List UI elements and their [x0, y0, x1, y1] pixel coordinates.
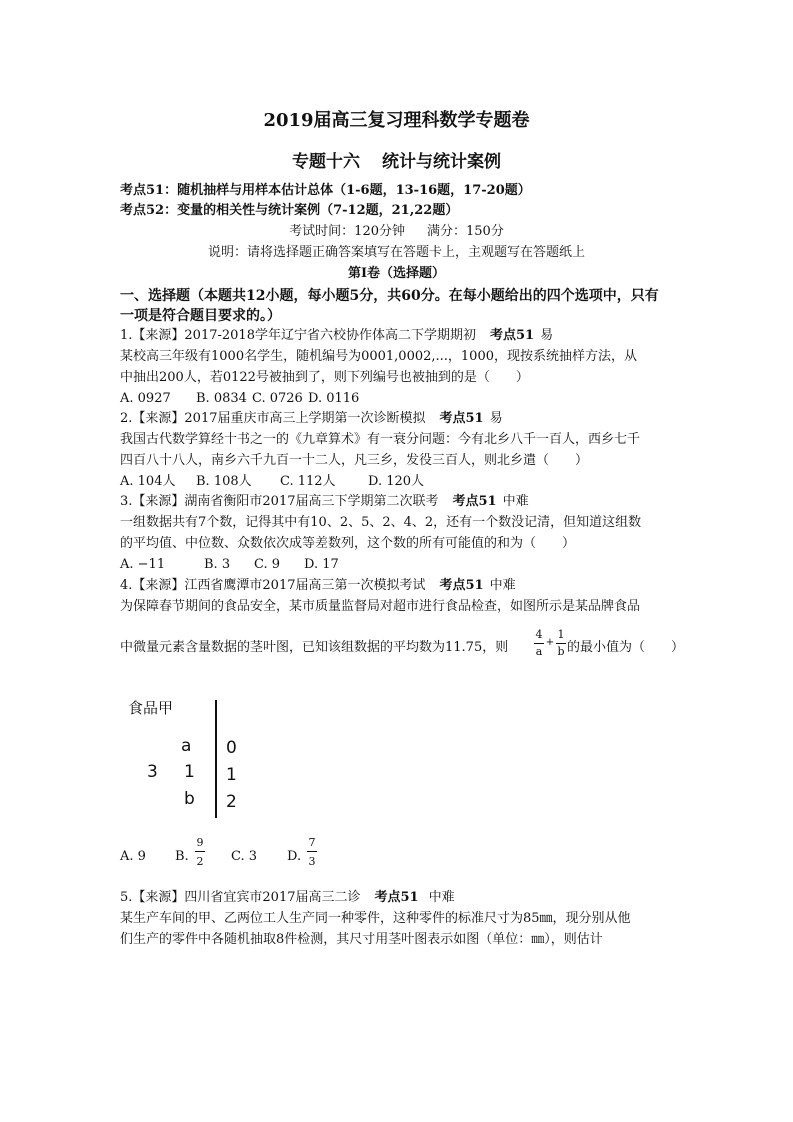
- q4-frac1-denominator: a: [535, 645, 543, 658]
- point-51: [120, 183, 531, 199]
- q4-option-b-bar: [195, 851, 205, 852]
- stem-2: 2: [226, 792, 237, 812]
- q1-stem-line2: 中抽出200人，若0122号被抽到了，则下列编号也被抽到的是（ ）: [120, 370, 529, 385]
- q4-frac2-bar: [556, 643, 566, 644]
- q1-source: [120, 328, 553, 344]
- q5-level: 中难: [428, 890, 455, 905]
- leaf-a: a: [181, 736, 192, 756]
- q1-stem-line1: 某校高三年级有1000名学生，随机编号为0001,0002,...，1000，现按系统抽样方法，从: [120, 349, 637, 364]
- q2-option-b: B. 108人: [196, 474, 252, 489]
- q4-option-d-label: D.: [287, 849, 302, 864]
- q4-stem-line1: 为保障春节期间的食品安全，某市质量监督局对超市进行食品检查，如图所示是某品牌食品: [120, 599, 641, 614]
- subtitle-number: 专题十六: [292, 152, 360, 172]
- q1-option-b: B. 0834: [196, 391, 247, 406]
- q4-plus: +: [545, 637, 555, 648]
- section-heading-line2: 一项是符合题目要求的。）: [120, 308, 281, 324]
- document-subtitle: [0, 147, 793, 172]
- subtitle-name: 统计与统计案例: [382, 152, 501, 172]
- q4-frac1-numerator: 4: [535, 628, 543, 641]
- q1-option-c: C. 0726: [252, 391, 303, 406]
- q4-option-a: A. 9: [120, 849, 146, 864]
- q1-source-text: 1.【来源】2017-2018学年辽宁省六校协作体高二下学期期初: [120, 328, 476, 343]
- point-52-text: 变量的相关性与统计案例（7-12题，21,22题）: [177, 203, 459, 218]
- q2-point: 考点51: [439, 411, 484, 426]
- q3-stem-line2: 的平均值、中位数、众数依次成等差数列，这个数的所有可能值的和为（ ）: [120, 536, 576, 551]
- q5-source: [120, 890, 455, 906]
- q4-frac2-denominator: b: [557, 645, 565, 658]
- q4-option-b-denominator: 2: [196, 855, 204, 868]
- q4-frac1-bar: [534, 643, 544, 644]
- q4-level: 中难: [489, 578, 516, 593]
- q3-source-text: 3.【来源】湖南省衡阳市2017届高三下学期第二次联考: [120, 494, 439, 509]
- q4-stem-line2-post: 的最小值为（ ）: [567, 640, 685, 655]
- q3-option-c: C. 9: [254, 557, 281, 572]
- q4-option-d-denominator: 3: [308, 855, 316, 868]
- exam-time: 考试时间：120分钟: [289, 224, 405, 239]
- q5-stem-line2: 们生产的零件中各随机抽取8件检测，其尺寸用茎叶图表示如图（单位：㎜），则估计: [120, 932, 603, 947]
- q4-option-b-numerator: 9: [196, 836, 204, 849]
- part-title: 第I卷（选择题）: [347, 266, 446, 281]
- stem-leaf-divider: [215, 700, 217, 818]
- q5-stem-line1: 某生产车间的甲、乙两位工人生产同一种零件，这种零件的标准尺寸为85㎜，现分别从他: [120, 911, 631, 926]
- q4-frac2-numerator: 1: [557, 628, 565, 641]
- q4-point: 考点51: [439, 578, 484, 593]
- point-51-label: 考点51：: [120, 183, 178, 198]
- q4-option-d-bar: [307, 851, 317, 852]
- q3-option-b: B. 3: [204, 557, 231, 572]
- q2-stem-line2: 四百八十八人，南乡六千九百一十二人，凡三乡，发役三百人，则北乡遣（ ）: [120, 453, 589, 468]
- exam-info: [0, 224, 793, 240]
- q4-source: [120, 578, 516, 594]
- q2-option-c: C. 112人: [280, 474, 336, 489]
- q2-stem-line1: 我国古代数学算经十书之一的《九章算术》有一衰分问题：今有北乡八千一百人，西乡七千: [120, 432, 641, 447]
- point-52: [120, 203, 458, 219]
- q4-source-text: 4.【来源】江西省鹰潭市2017届高三第一次模拟考试: [120, 578, 426, 593]
- q4-option-d-numerator: 7: [308, 836, 316, 849]
- q2-option-d: D. 120人: [368, 474, 425, 489]
- leaf-3: 3: [147, 762, 158, 782]
- point-52-label: 考点52：: [120, 203, 178, 218]
- q5-point: 考点51: [374, 890, 419, 905]
- q3-option-d: D. 17: [304, 557, 339, 572]
- q1-point: 考点51: [489, 328, 535, 343]
- q3-stem-line1: 一组数据共有7个数，记得其中有10、2、5、2、4、2，还有一个数没记清，但知道这组数: [120, 515, 642, 530]
- point-51-text: 随机抽样与用样本估计总体（1-6题，13-16题，17-20题）: [177, 183, 531, 198]
- q2-source-text: 2.【来源】2017届重庆市高三上学期第一次诊断模拟: [120, 411, 426, 426]
- q4-option-b-label: B.: [175, 849, 189, 864]
- q1-option-d: D. 0116: [308, 391, 360, 406]
- document-title: 2019届高三复习理科数学专题卷: [263, 110, 530, 131]
- q2-level: 易: [489, 411, 503, 426]
- section-heading-line1: 一、选择题（本题共12小题，每小题5分，共60分。在每小题给出的四个选项中，只有: [120, 288, 659, 304]
- stem-1: 1: [226, 765, 237, 785]
- exam-note: 说明：请将选择题正确答案填写在答题卡上，主观题写在答题纸上: [207, 245, 585, 260]
- q5-source-text: 5.【来源】四川省宜宾市2017届高三二诊: [120, 890, 361, 905]
- q3-point: 考点51: [452, 494, 497, 509]
- q4-stem-line2-pre: 中微量元素含量数据的茎叶图，已知该组数据的平均数为11.75，则: [120, 640, 509, 655]
- leaf-b: b: [184, 789, 195, 809]
- q2-option-a: A. 104人: [120, 474, 176, 489]
- q3-option-a: A. −11: [120, 557, 166, 572]
- q3-level: 中难: [502, 494, 529, 509]
- q1-level: 易: [540, 328, 554, 343]
- exam-score: 满分：150分: [427, 224, 504, 239]
- stem-0: 0: [226, 738, 237, 758]
- q1-option-a: A. 0927: [120, 391, 171, 406]
- q4-option-c: C. 3: [231, 849, 258, 864]
- q3-source: [120, 494, 529, 510]
- q2-source: [120, 411, 503, 427]
- leaf-1: 1: [184, 762, 195, 782]
- stem-leaf-title: 食品甲: [128, 699, 174, 717]
